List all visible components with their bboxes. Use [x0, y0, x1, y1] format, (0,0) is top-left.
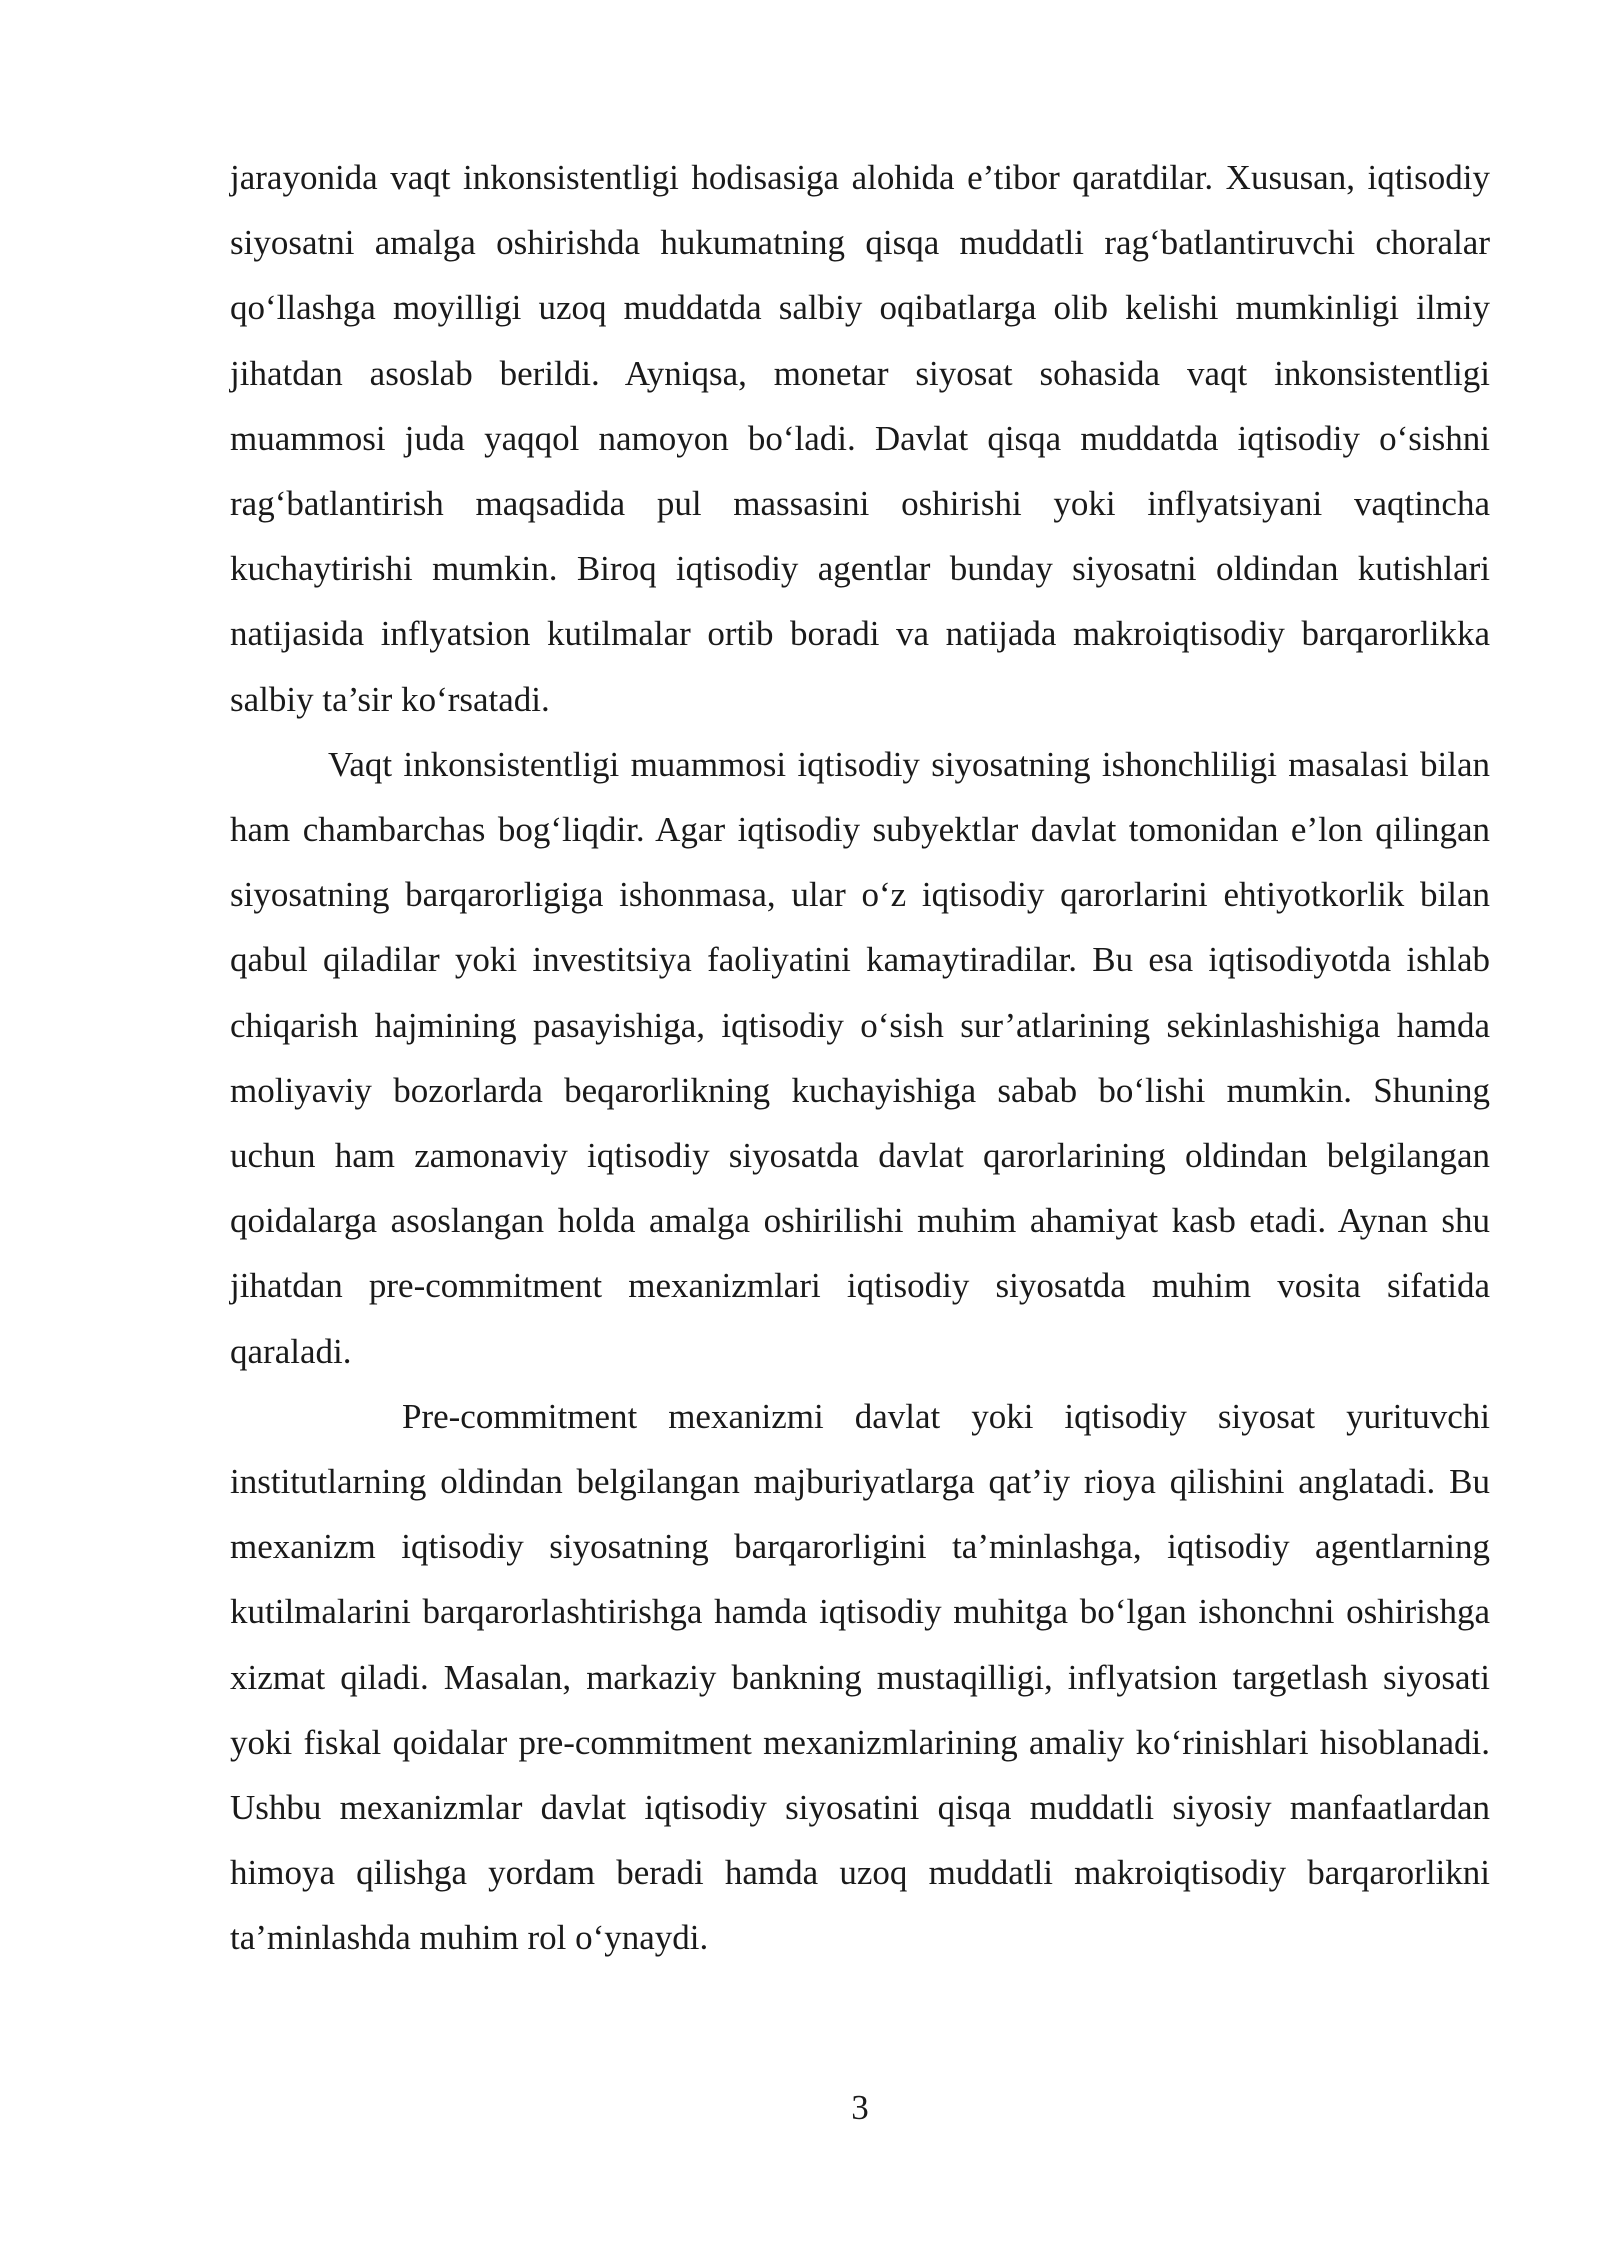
- paragraph-1: jarayonida vaqt inkonsistentligi hodisasiga alohida e’tibor qaratdilar. Xususan, iqtisodiy siyosatni amalga oshirishda hukumatning qisqa muddatli rag‘batlantiruvchi choralar qo‘llashga moyilligi uzoq muddatda salbiy oqibatlarga olib kelishi mumkinligi ilmiy jihatdan asoslab berildi. Ayniqsa, monetar siyosat sohasida vaqt inkonsistentligi muammosi juda yaqqol namoyon bo‘ladi. Davlat qisqa muddatda iqtisodiy o‘sishni rag‘batlantirish maqsadida pul massasini oshirishi yoki inflyatsiyani vaqtincha kuchaytirishi mumkin. Biroq iqtisodiy agentlar bunday siyosatni oldindan kutishlari natijasida inflyatsion kutilmalar ortib boradi va natijada makroiqtisodiy barqarorlikka salbiy ta’sir ko‘rsatadi.: [230, 158, 1490, 719]
- paragraph-3: Pre-commitment mexanizmi davlat yoki iqtisodiy siyosat yurituvchi institutlarning oldindan belgilangan majburiyatlarga qat’iy rioya qilishini anglatadi. Bu mexanizm iqtisodiy siyosatning barqarorligini ta’minlashga, iqtisodiy agentlarning kutilmalarini barqarorlashtirishga hamda iqtisodiy muhitga bo‘lgan ishonchni oshirishga xizmat qiladi. Masalan, markaziy bankning mustaqilligi, inflyatsion targetlash siyosati yoki fiskal qoidalar pre-commitment mexanizmlarining amaliy ko‘rinishlari hisoblanadi. Ushbu mexanizmlar davlat iqtisodiy siyosatini qisqa muddatli siyosiy manfaatlardan himoya qilishga yordam beradi hamda uzoq muddatli makroiqtisodiy barqarorlikni ta’minlashda muhim rol o‘ynaydi.: [230, 1396, 1490, 1958]
- page-number: 3: [851, 2088, 869, 2127]
- document-body: [230, 145, 1490, 1971]
- paragraph-2: Vaqt inkonsistentligi muammosi iqtisodiy siyosatning ishonchliligi masalasi bilan ham chambarchas bog‘liqdir. Agar iqtisodiy subyektlar davlat tomonidan e’lon qilingan siyosatning barqarorligiga ishonmasa, ular o‘z iqtisodiy qarorlarini ehtiyotkorlik bilan qabul qiladilar yoki investitsiya faoliyatini kamaytiradilar. Bu esa iqtisodiyotda ishlab chiqarish hajmining pasayishiga, iqtisodiy o‘sish sur’atlarining sekinlashishiga hamda moliyaviy bozorlarda beqarorlikning kuchayishiga sabab bo‘lishi mumkin. Shuning uchun ham zamonaviy iqtisodiy siyosatda davlat qarorlarining oldindan belgilangan qoidalarga asoslangan holda amalga oshirilishi muhim ahamiyat kasb etadi. Aynan shu jihatdan pre-commitment mexanizmlari iqtisodiy siyosatda muhim vosita sifatida qaraladi.: [230, 744, 1490, 1371]
